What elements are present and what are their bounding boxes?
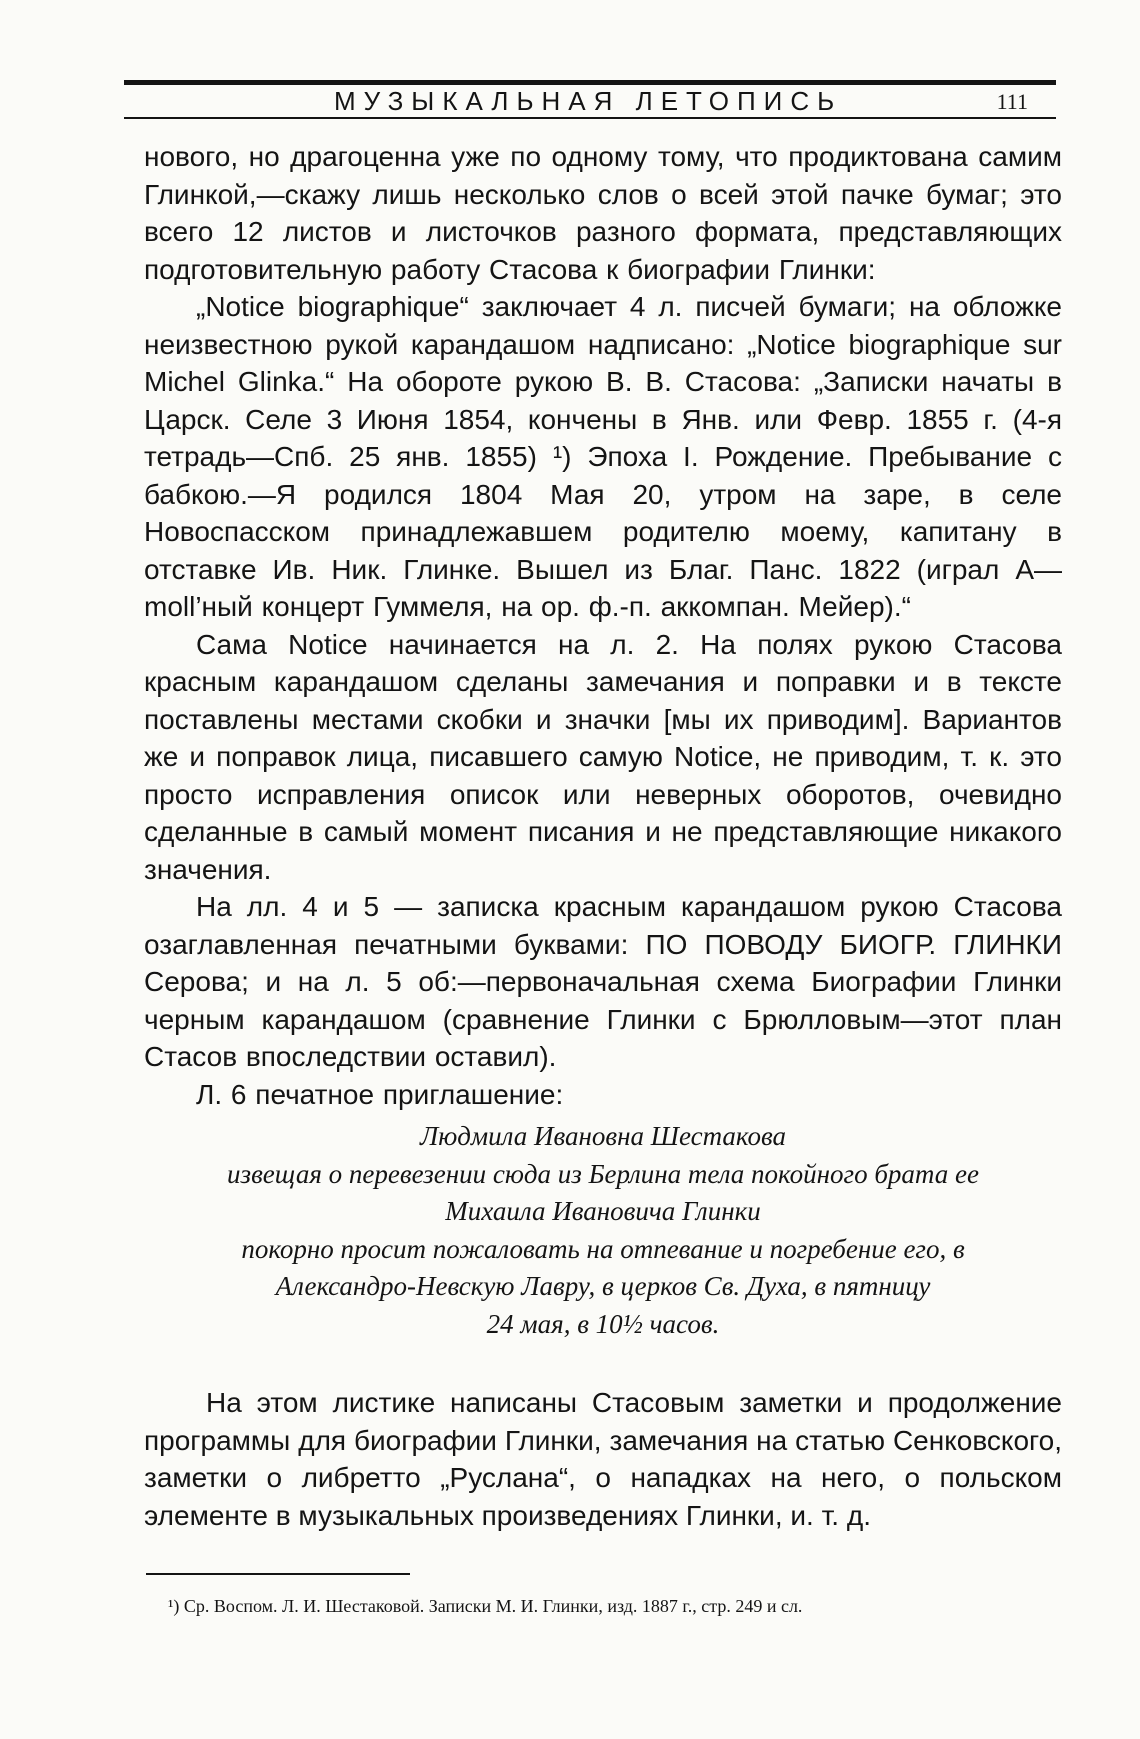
closing-text: [144, 1384, 1062, 1534]
invitation-line: 24 мая, в 10½ часов.: [486, 1308, 720, 1339]
journal-title: МУЗЫКАЛЬНАЯ ЛЕТОПИСЬ: [334, 86, 843, 116]
footnote-rule: [146, 1573, 410, 1575]
header-rule-top: [124, 80, 1056, 85]
running-head: [124, 87, 1056, 115]
footnote: [168, 1594, 1068, 1618]
main-text: [144, 138, 1062, 1113]
invitation-line: Людмила Ивановна Шестакова: [419, 1121, 787, 1151]
invitation-line: Михаила Ивановича Глинки: [445, 1196, 761, 1227]
footnote-text: Ср. Воспом. Л. И. Шестаковой. Записки М. И. Глинки, изд. 1887 г., стр. 249 и сл.: [183, 1596, 803, 1616]
paragraph-leaves-4-5: На лл. 4 и 5 — записка красным карандашом рукою Стасова озаглавленная печатными буквами: ПО ПОВОДУ БИОГР. ГЛИНКИ Серова; и на л. 5 об:—первоначальная схема Биографии Глинки черным карандашом (сравнение Глинки с Брюлловым—этот план Стасов впоследствии оставил).: [144, 891, 1062, 1072]
footnote-marker: ¹): [168, 1596, 180, 1616]
paragraph-notice-start: Сама Notice начинается на л. 2. На полях рукою Стасова красным карандашом сделаны замечания и поправки и в тексте поставлены местами скобки и значки [мы их приводим]. Вариантов же и поправок лица, писавшего самую Notice, не приводим, т. к. это просто исправления описок или неверных оборотов, очевидно сделанные в самый момент писания и не представляющие никакого значения.: [144, 628, 1062, 885]
paragraph-invitation-intro: Л. 6 печатное приглашение:: [196, 1078, 564, 1110]
paragraph-closing: На этом листике написаны Стасовым заметки и продолжение программы для биографии Глинки, замечания на статью Сенковского, заметки о либретто „Руслана“, о нападках на него, о польском элементе в музыкальных произведениях Глинки, и. т. д.: [144, 1387, 1062, 1531]
paragraph-notice: „Notice biographique“ заключает 4 л. писчей бумаги; на обложке неизвестною рукой карандашом надписано: „Notice biographique sur Michel Glinka.“ На обороте рукою В. В. Стасова: „Записки начаты в Царск. Селе 3 Июня 1854, кончены в Янв. или Февр. 1855 г. (4-я тетрадь—Спб. 25 янв. 1855) ¹) Эпоха I. Рождение. Пребывание с бабкою.—Я родился 1804 Мая 20, утром на заре, в селе Новоспасском принадлежавшем родителю моему, капитану в отставке Ив. Ник. Глинке. Вышел из Благ. Панс. 1822 (играл A—moll’ный концерт Гуммеля, на ор. ф.-п. аккомпан. Мейер).“: [144, 291, 1062, 622]
printed-invitation: [144, 1118, 1062, 1344]
paragraph-intro: нового, но драгоценна уже по одному тому, что продиктована самим Глинкой,—скажу лишь несколько слов о всей этой пачке бумаг; это всего 12 листов и листочков разного формата, представляющих подготовительную работу Стасова к биографии Глинки:: [144, 141, 1062, 285]
invitation-line: извещая о перевезении сюда из Берлина тела покойного брата ее: [227, 1158, 979, 1189]
page-number: 111: [996, 89, 1028, 114]
invitation-line: Александро-Невскую Лавру, в церков Св. Духа, в пятницу: [275, 1271, 931, 1302]
header-rule-bottom: [124, 117, 1056, 119]
invitation-line: покорно просит пожаловать на отпевание и погребение его, в: [241, 1233, 965, 1264]
